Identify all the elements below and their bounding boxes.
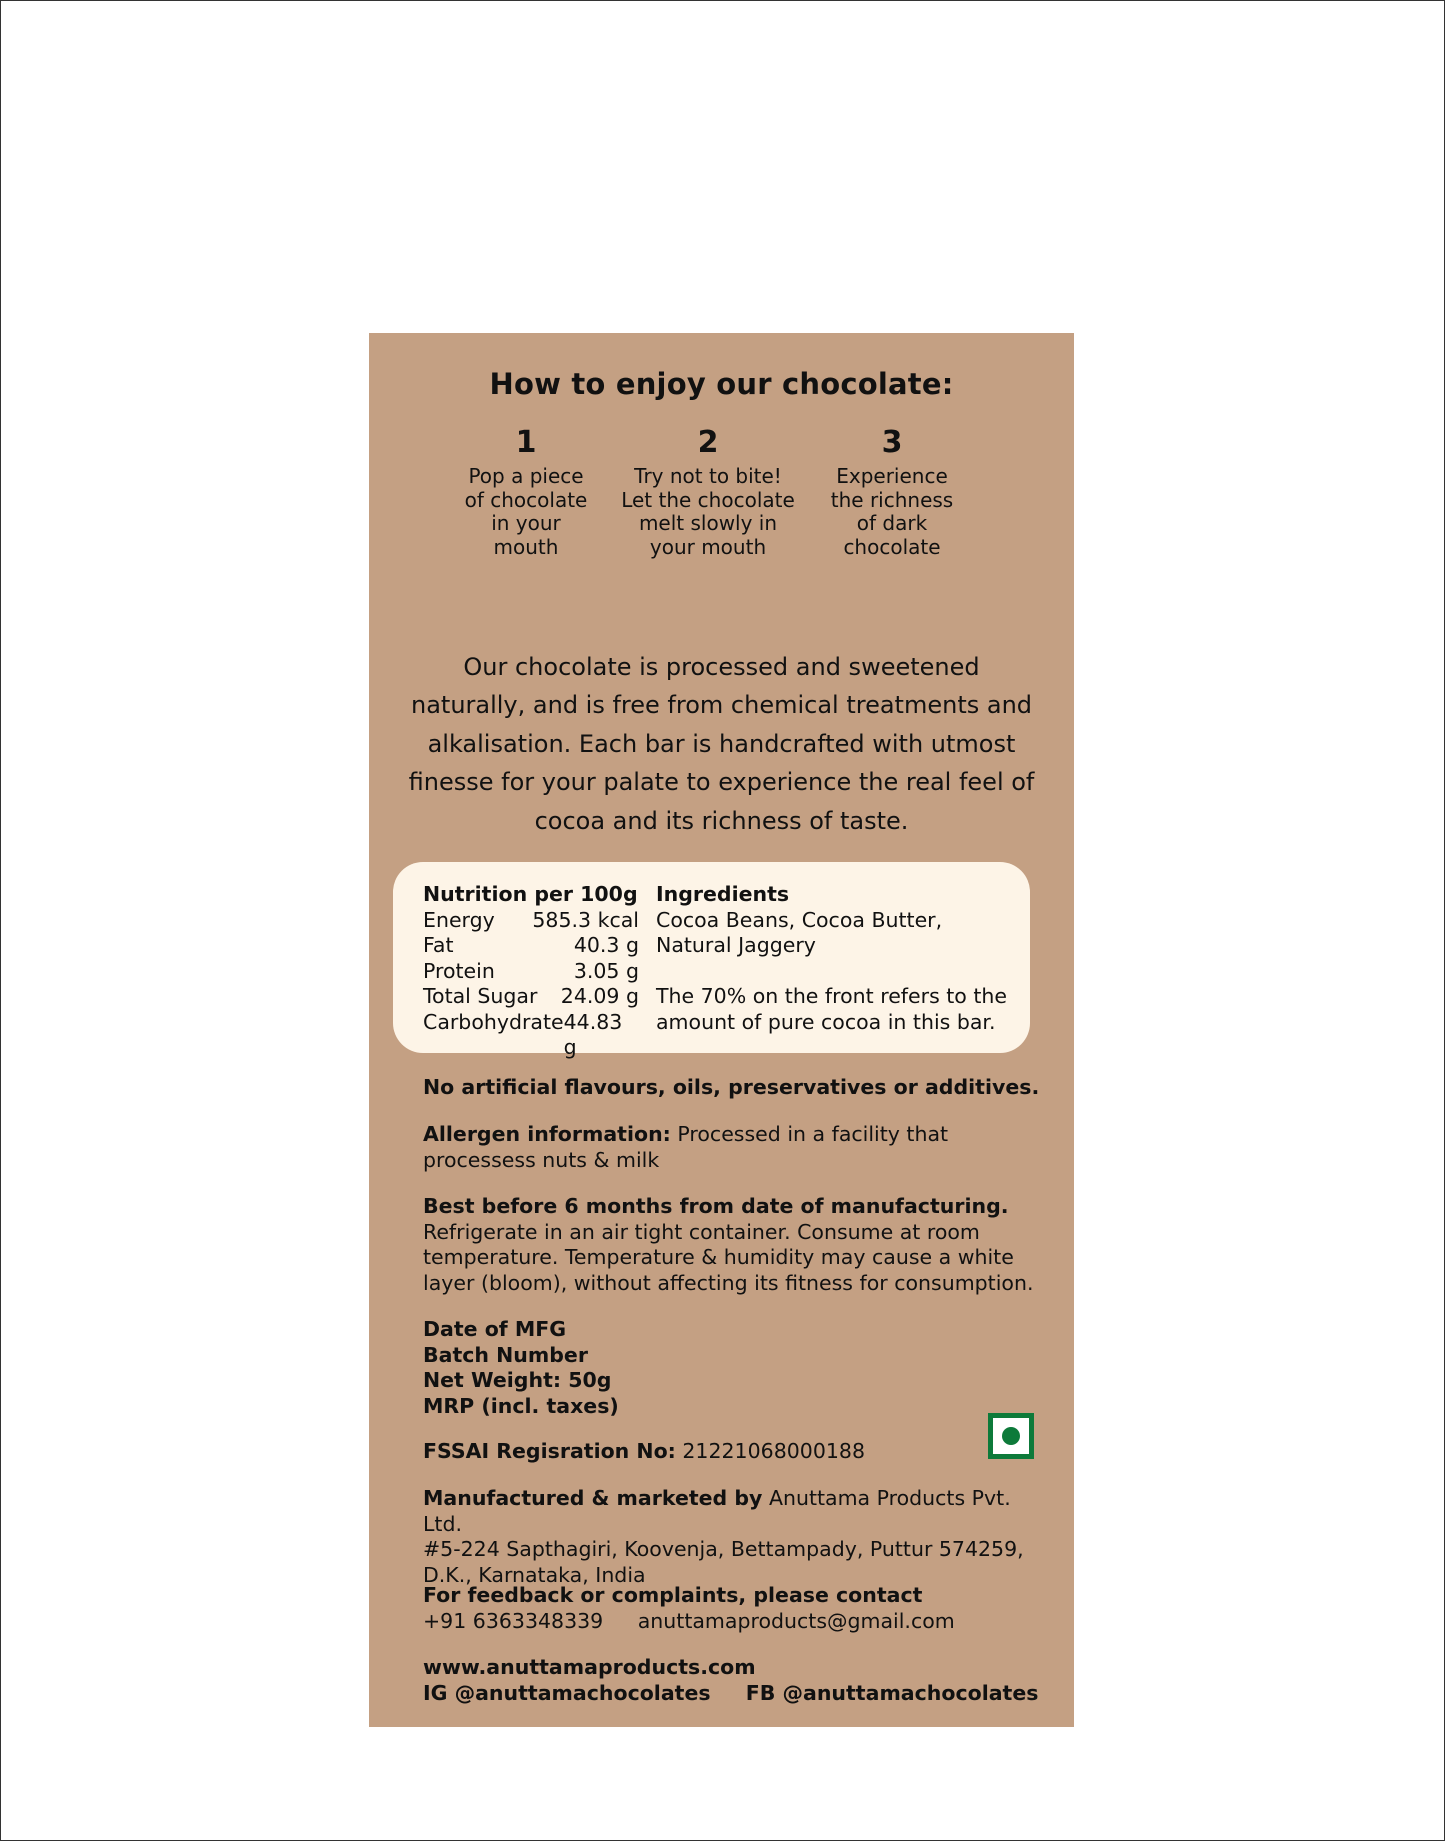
best-before-info [423,1194,1043,1296]
allergen-label: Allergen information: [423,1122,671,1146]
address-line: #5-224 Sapthagiri, Koovenja, Bettampady, Puttur 574259, [423,1537,1024,1561]
mfg-date-label: Date of MFG [423,1317,567,1341]
nutrition-row [423,959,639,985]
batch-number-label: Batch Number [423,1342,588,1367]
nutrition-label: Energy [423,907,495,932]
nutrition-value: 24.09 g [560,984,639,1008]
cocoa-note-line: The 70% on the front refers to the [656,984,1008,1008]
contact-row [423,1609,1043,1635]
step-line: melt slowly in [638,511,778,535]
step-line: Try not to bite! [634,464,782,488]
instagram-handle: IG @anuttamachocolates [423,1680,711,1705]
nutrition-label: Fat [423,933,454,957]
step-line: the richness [830,487,954,512]
ingredients-line: Natural Jaggery [656,933,816,957]
step-1 [436,425,616,559]
manufacturer-label: Manufactured & marketed by [423,1486,763,1510]
manufacturer-info [423,1486,1043,1588]
nutrition-card [393,862,1030,1059]
allergen-info [423,1122,1043,1173]
step-number: 2 [697,425,719,460]
spacer [656,959,1016,985]
step-line: chocolate [843,534,941,559]
nutrition-label: Protein [423,958,495,983]
nutrition-label: Total Sugar [423,984,538,1008]
step-text [436,465,616,559]
best-before-title: Best before 6 months from date of manufacturing. [423,1194,1009,1218]
step-line: of chocolate [464,487,588,512]
step-number: 1 [515,425,537,460]
facebook-handle: FB @anuttamachocolates [745,1680,1039,1705]
phone-number: +91 6363348339 [423,1608,604,1633]
nutrition-row [423,908,639,934]
storage-line: temperature. Temperature & humidity may cause a white [423,1245,1014,1269]
step-2 [618,425,798,559]
net-weight: Net Weight: 50g [423,1368,612,1392]
nutrition-row [423,1010,639,1061]
product-details [423,1317,1043,1419]
website-link: www.anuttamaproducts.com [423,1655,756,1679]
allergen-text: processess nuts & milk [423,1147,660,1172]
fssai-info [423,1439,1043,1465]
step-3 [802,425,982,559]
label-panel [369,333,1074,1727]
nutrition-label: Carbohydrate [423,1009,564,1034]
allergen-text: Processed in a facility that [677,1122,949,1146]
nutrition-row [423,984,639,1010]
ingredients-block [656,882,1016,1035]
ingredients-title: Ingredients [656,882,790,906]
manufacturer-name: Anuttama Products Pvt. Ltd. [423,1486,1011,1536]
storage-line: Refrigerate in an air tight container. Consume at room [423,1219,980,1244]
enjoy-title: How to enjoy our chocolate: [489,367,954,401]
step-line: in your [491,511,561,535]
social-row [423,1681,1043,1707]
step-line: mouth [493,534,559,559]
step-line: of dark [856,511,928,535]
mrp-label: MRP (incl. taxes) [423,1393,619,1418]
ingredients-line: Cocoa Beans, Cocoa Butter, [656,907,943,932]
fssai-number: 21221068000188 [682,1439,865,1463]
fssai-label: FSSAI Regisration No: [423,1439,676,1463]
step-line: Pop a piece [468,464,584,488]
step-number: 3 [881,425,903,460]
web-social-info [423,1655,1043,1706]
email-address: anuttamaproducts@gmail.com [637,1608,955,1633]
nutrition-value: 40.3 g [573,933,639,957]
nutrition-row [423,933,639,959]
no-artificial-statement: No artificial flavours, oils, preservatives or additives. [423,1075,1040,1099]
cocoa-note-line: amount of pure cocoa in this bar. [656,1009,996,1034]
nutrition-title: Nutrition per 100g [423,882,638,906]
nutrition-value: 44.83 g [563,1009,623,1059]
storage-line: layer (bloom), without affecting its fitness for consumption. [423,1270,1034,1295]
nutrition-table [423,882,639,1061]
step-line: Let the chocolate [621,487,795,512]
step-text [802,465,982,559]
step-line: your mouth [649,534,767,559]
about-paragraph: Our chocolate is processed and sweetened naturally, and is free from chemical treatments and alkalisation. Each bar is handcrafted with utmost finesse for your palate to experience the real feel of cocoa and its richness of taste. [408,653,1035,835]
feedback-info [423,1583,1043,1634]
nutrition-value: 585.3 kcal [532,907,639,932]
feedback-title: For feedback or complaints, please contact [423,1583,923,1607]
nutrition-value: 3.05 g [573,958,639,983]
step-line: Experience [836,464,948,488]
address-line: D.K., Karnataka, India [423,1562,646,1587]
step-text [618,465,798,559]
